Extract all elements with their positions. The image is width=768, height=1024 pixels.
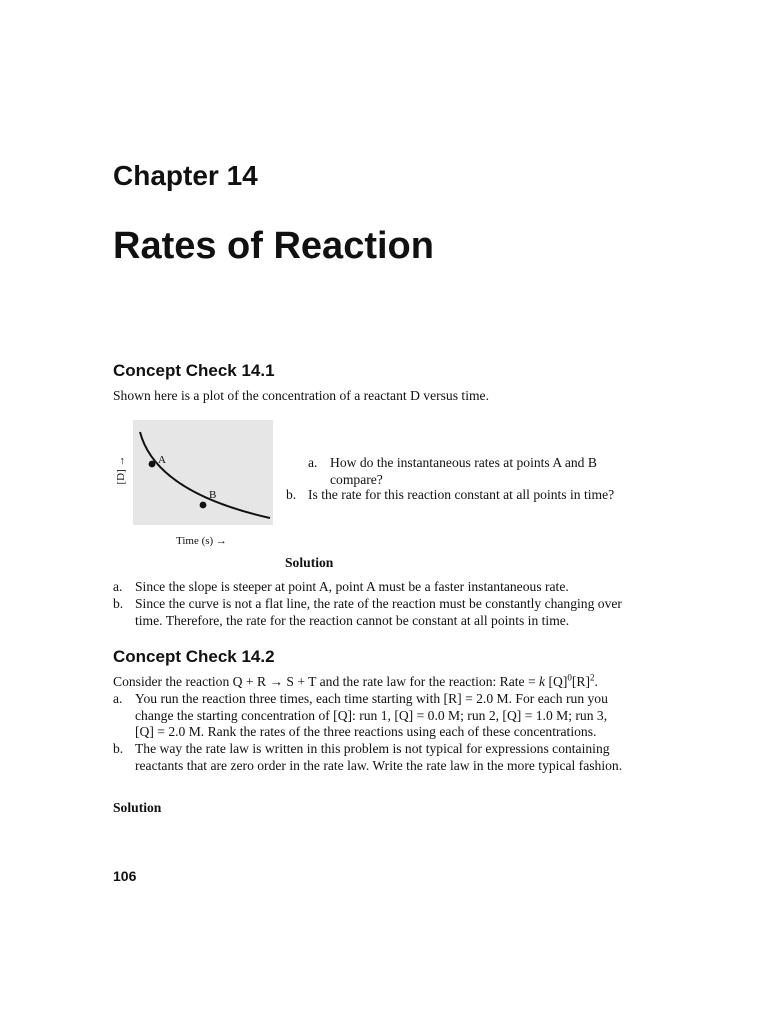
rate-constant: k xyxy=(539,674,546,689)
solution-a-text: Since the slope is steeper at point A, point A must be a faster instantaneous rate. xyxy=(135,579,569,594)
question-b-marker: b. xyxy=(286,487,297,502)
question-2b-text: The way the rate law is written in this problem is not typical for expressions containing reactants that are zero order in the rate law. Write the rate law in the more typical fashion. xyxy=(135,741,623,773)
question-2a-marker: a. xyxy=(113,691,123,706)
q-exponent: 0 xyxy=(567,672,572,683)
concept-check-1-intro: Shown here is a plot of the concentration of a reactant D versus time. xyxy=(113,388,489,403)
solution-b xyxy=(113,596,643,629)
solution-heading-2: Solution xyxy=(113,800,162,815)
question-b xyxy=(286,487,646,504)
question-a xyxy=(308,455,638,488)
point-a-marker xyxy=(149,461,156,468)
r-exponent: 2 xyxy=(590,672,595,683)
intro-period: . xyxy=(594,674,598,689)
intro-text: Consider the reaction Q + R → S + T and the rate law for the reaction: Rate = xyxy=(113,674,540,689)
page-number: 106 xyxy=(113,868,137,884)
solution-b-marker: b. xyxy=(113,596,124,611)
solution-a-marker: a. xyxy=(113,579,123,594)
question-2b-marker: b. xyxy=(113,741,124,756)
concept-check-2-heading: Concept Check 14.2 xyxy=(113,647,275,666)
question-a-marker: a. xyxy=(308,455,318,470)
solution-b-text: Since the curve is not a flat line, the rate of the reaction must be constantly changing over time. Therefore, the rate for the reaction cannot be constant at all points in time. xyxy=(135,596,622,628)
solution-heading-1: Solution xyxy=(285,555,334,570)
question-b-text: Is the rate for this reaction constant at all points in time? xyxy=(308,487,615,502)
chapter-title: Rates of Reaction xyxy=(113,225,434,267)
point-b-marker xyxy=(200,502,207,509)
q-term: [Q] xyxy=(545,674,568,689)
question-a-text: How do the instantaneous rates at points A and B compare? xyxy=(330,455,597,487)
chapter-label: Chapter 14 xyxy=(113,160,258,191)
point-a-label: A xyxy=(158,454,166,466)
r-term: [R] xyxy=(571,674,590,689)
y-axis-label: [D] → xyxy=(115,455,127,485)
question-2a xyxy=(113,691,643,741)
solution-a xyxy=(113,579,643,596)
x-axis-label: Time (s) → xyxy=(176,535,227,547)
point-b-label: B xyxy=(209,489,217,501)
question-2a-text: You run the reaction three times, each time starting with [R] = 2.0 M. For each run you change the starting concentration of [Q]: run 1, [Q] = 0.0 M; run 2, [Q] = 1.0 M; run 3, [Q] = 2.0 M. Rank the rates of the three reactions using each of these concentrations. xyxy=(135,691,608,739)
concentration-time-plot xyxy=(110,420,290,555)
question-2b xyxy=(113,741,643,774)
concept-check-2-intro xyxy=(113,674,673,691)
concept-check-1-heading: Concept Check 14.1 xyxy=(113,361,275,380)
